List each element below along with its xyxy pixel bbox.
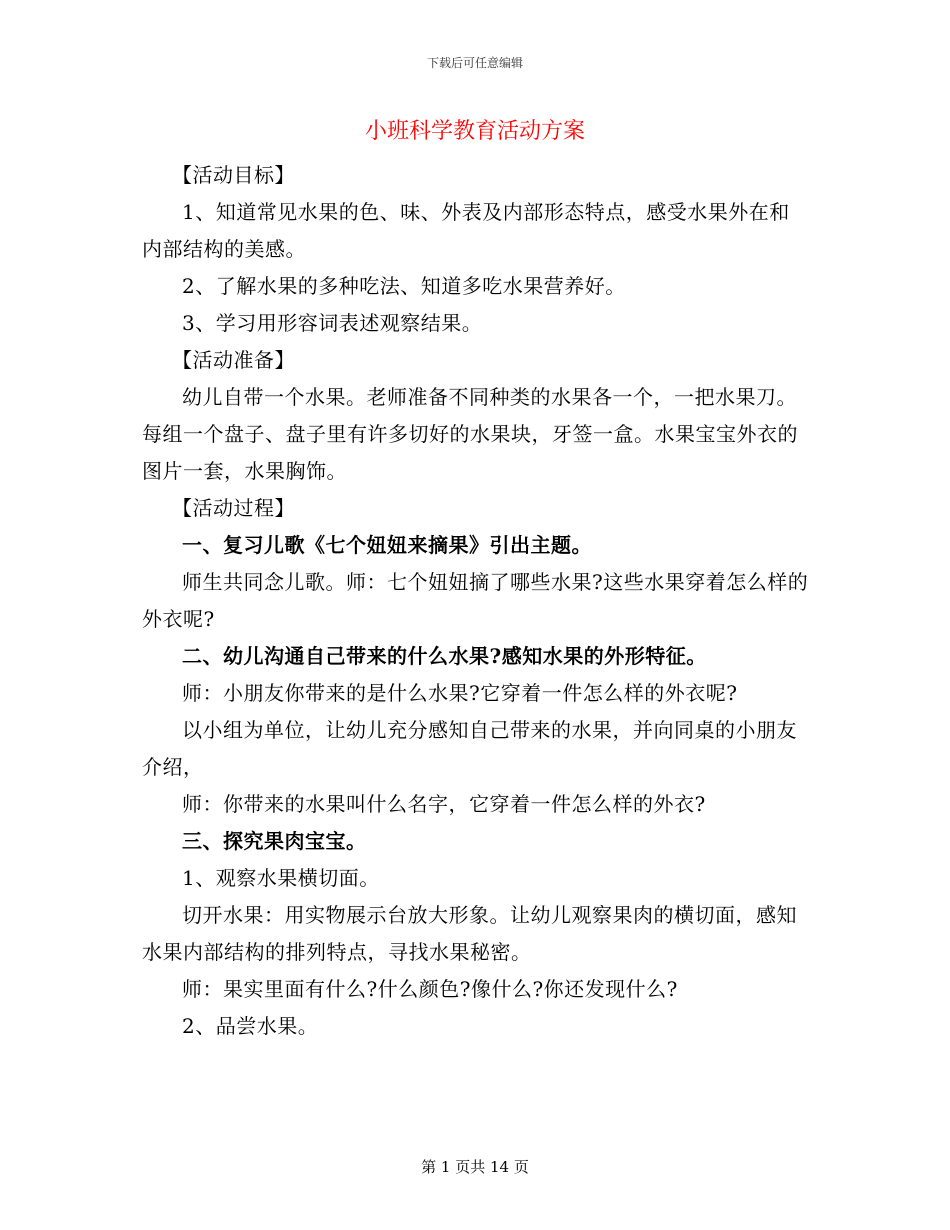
paragraph: 3、学习用形容词表述观察结果。 <box>182 311 483 335</box>
paragraph: 一、复习儿歌《七个妞妞来摘果》引出主题。 <box>182 533 592 557</box>
paragraph: 幼儿自带一个水果。老师准备不同种类的水果各一个，一把水果刀。每组一个盘子、盘子里有许多切好的水果块，牙签一盒。水果宝宝外衣的图片一套，水果胸饰。 <box>142 385 798 483</box>
paragraph: 师：果实里面有什么?什么颜色?像什么?你还发现什么? <box>182 977 678 1001</box>
paragraph: 师：小朋友你带来的是什么水果?它穿着一件怎么样的外衣呢? <box>182 681 738 705</box>
paragraph: 切开水果：用实物展示台放大形象。让幼儿观察果肉的横切面，感知水果内部结构的排列特点，寻找水果秘密。 <box>142 903 797 964</box>
paragraph: 【活动目标】 <box>172 163 295 187</box>
page-header-note: 下载后可任意编辑 <box>426 56 523 70</box>
paragraph: 【活动准备】 <box>172 348 295 372</box>
paragraph: 师生共同念儿歌。师：七个妞妞摘了哪些水果?这些水果穿着怎么样的外衣呢? <box>142 570 809 631</box>
paragraph: 1、知道常见水果的色、味、外表及内部形态特点，感受水果外在和内部结构的美感。 <box>142 200 790 261</box>
paragraph: 2、了解水果的多种吃法、知道多吃水果营养好。 <box>182 274 626 298</box>
paragraph: 以小组为单位，让幼儿充分感知自己带来的水果，并向同桌的小朋友介绍， <box>142 718 797 779</box>
paragraph: 师：你带来的水果叫什么名字，它穿着一件怎么样的外衣? <box>182 792 706 816</box>
page-number: 第 1 页共 14 页 <box>421 1158 529 1176</box>
paragraph: 三、探究果肉宝宝。 <box>182 829 367 853</box>
paragraph: 1、观察水果横切面。 <box>182 866 380 890</box>
paragraph: 二、幼儿沟通自己带来的什么水果?感知水果的外形特征。 <box>182 644 707 668</box>
document-body <box>142 157 810 1045</box>
paragraph: 【活动过程】 <box>172 496 295 520</box>
document-title: 小班科学教育活动方案 <box>364 119 585 144</box>
paragraph: 2、品尝水果。 <box>182 1014 319 1038</box>
